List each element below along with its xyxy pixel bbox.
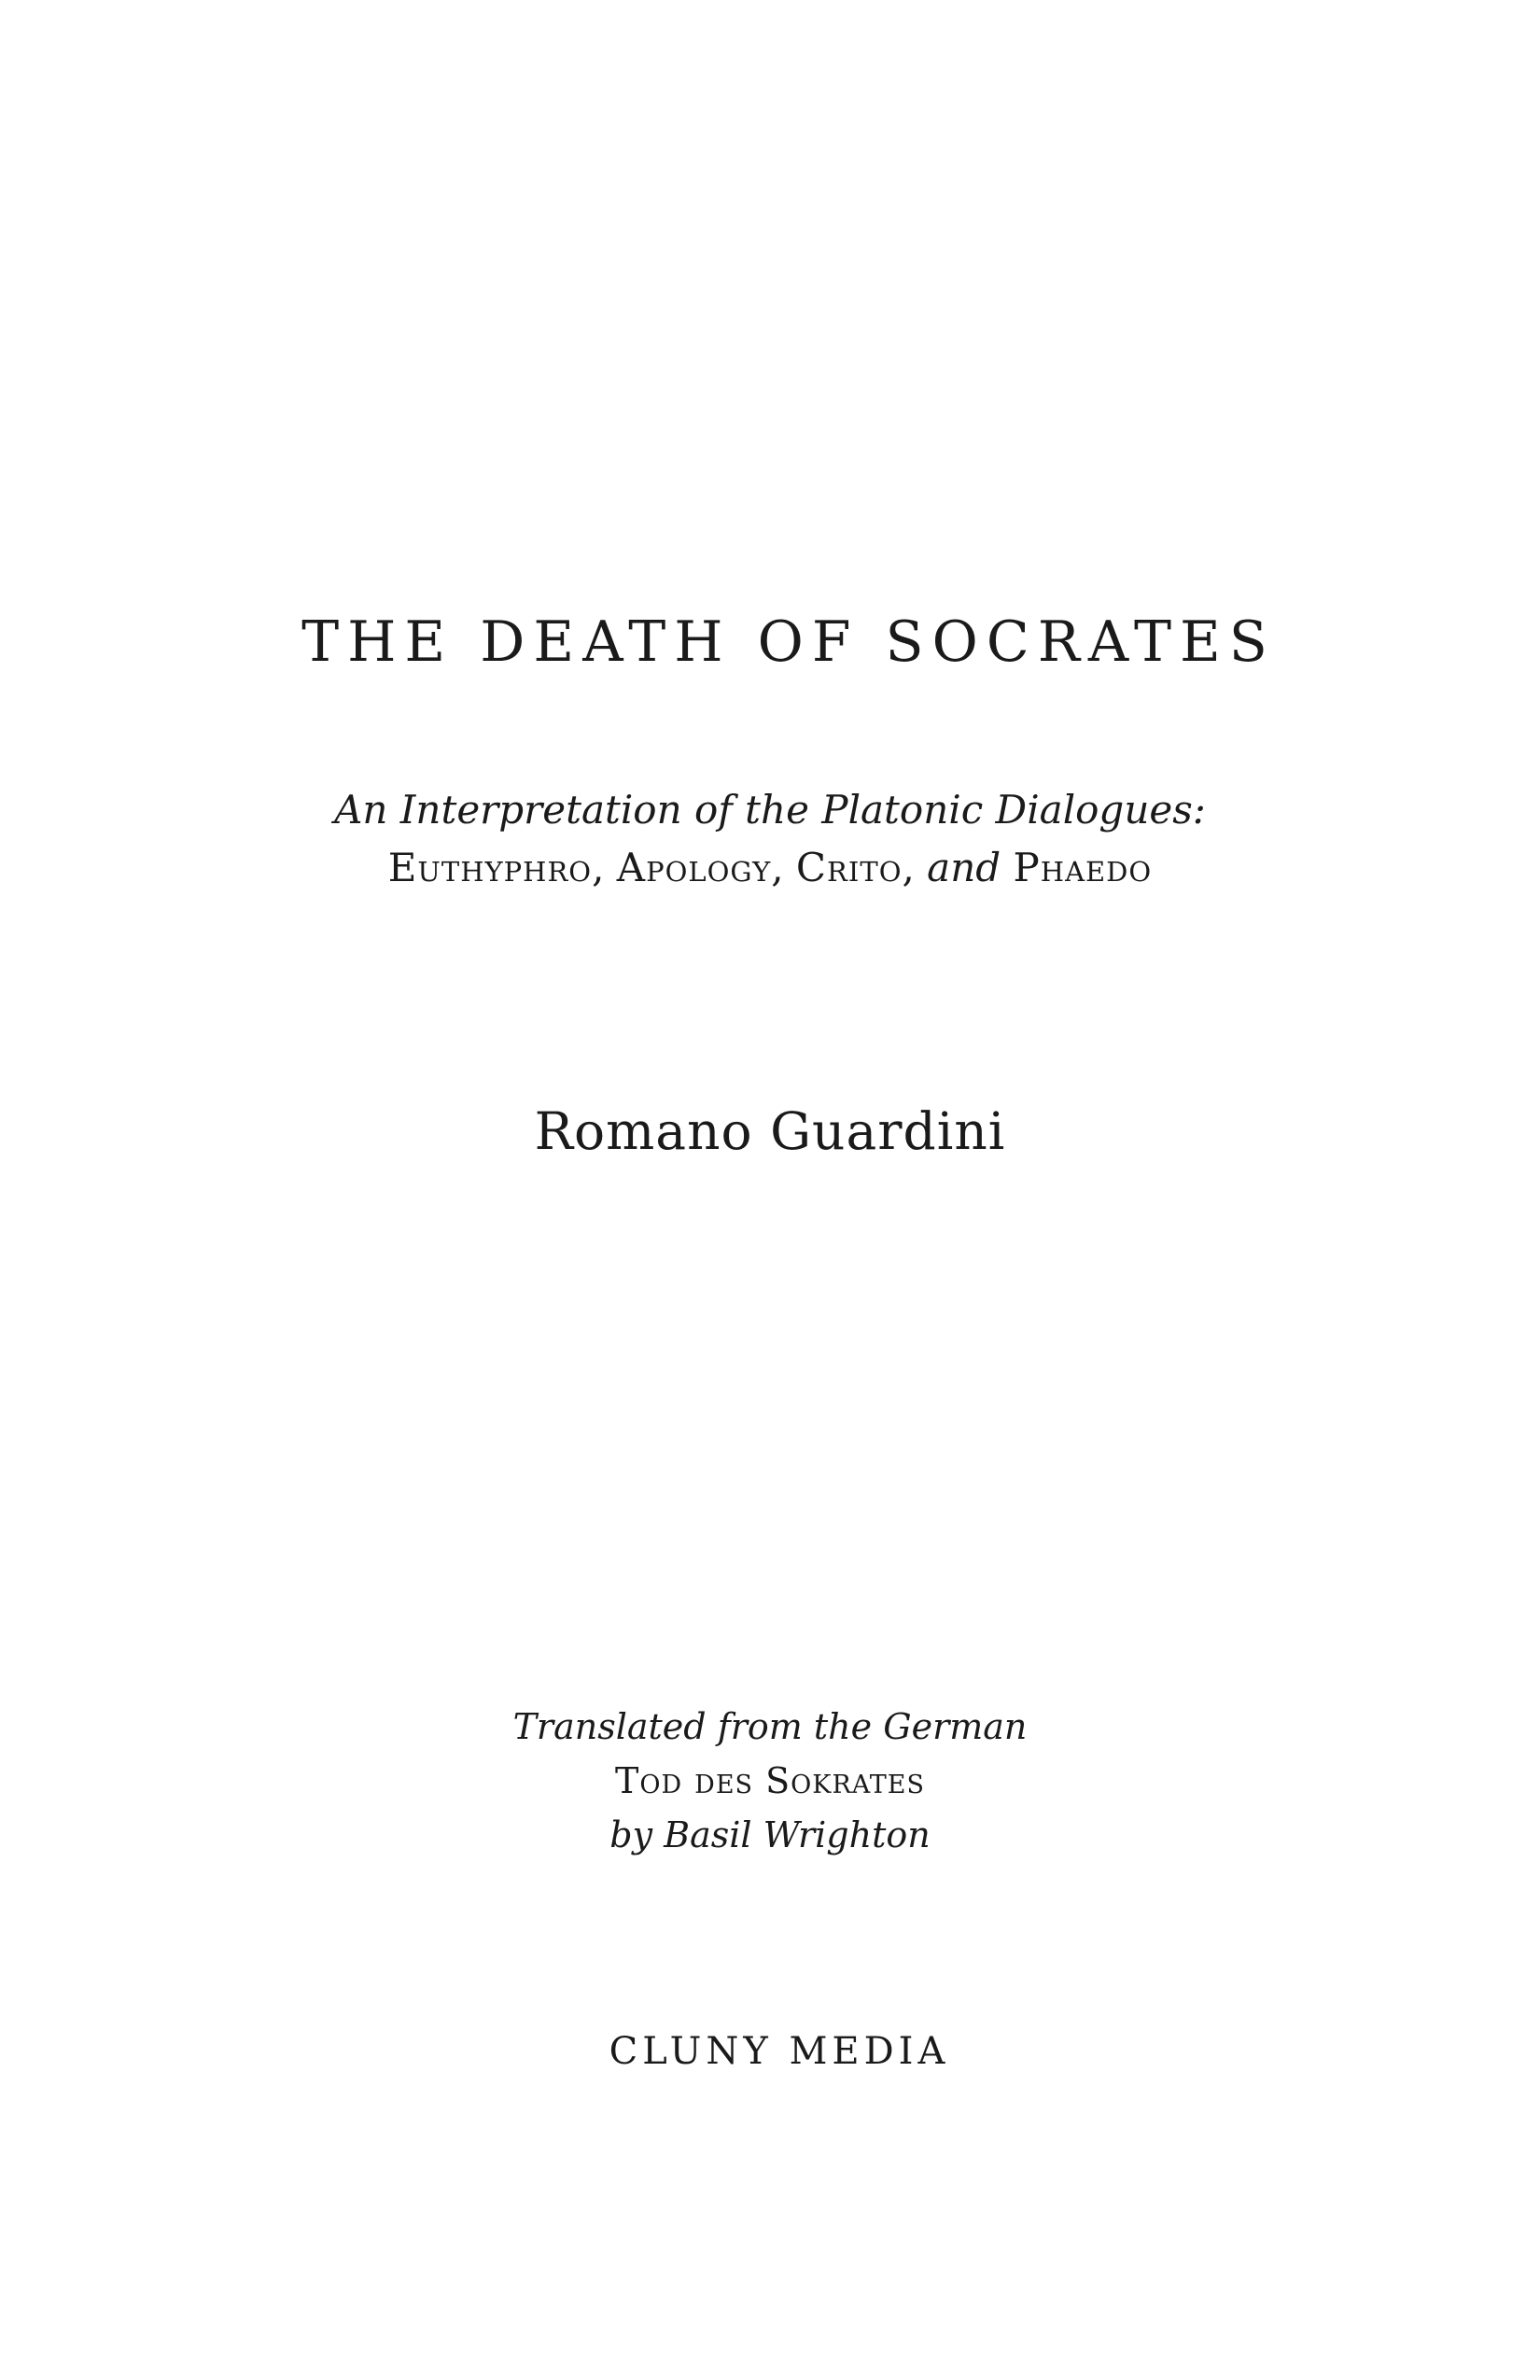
- dialogue-crito: Crito: [795, 845, 903, 890]
- translator-name: by Basil Wrighton: [609, 1814, 931, 1855]
- dialogue-apology: Apology: [616, 845, 772, 890]
- dialogue-euthyphro: Euthyphro: [387, 845, 593, 890]
- subtitle-line-1: An Interpretation of the Platonic Dialogues:: [334, 787, 1206, 833]
- subtitle-line-2: [0, 840, 1540, 896]
- original-title: Tod des Sokrates: [614, 1760, 926, 1801]
- author-name: Romano Guardini: [534, 1101, 1006, 1161]
- publisher-name: CLUNY MEDIA: [609, 2030, 950, 2073]
- translation-note: Translated from the German: [512, 1706, 1028, 1747]
- separator: ,: [771, 845, 796, 890]
- separator: ,: [592, 845, 617, 890]
- conjunction-and: and: [927, 845, 1001, 890]
- separator: ,: [902, 845, 928, 890]
- dialogue-phaedo: Phaedo: [1013, 845, 1153, 890]
- separator: [1001, 845, 1013, 890]
- book-title: THE DEATH OF SOCRATES: [301, 609, 1276, 675]
